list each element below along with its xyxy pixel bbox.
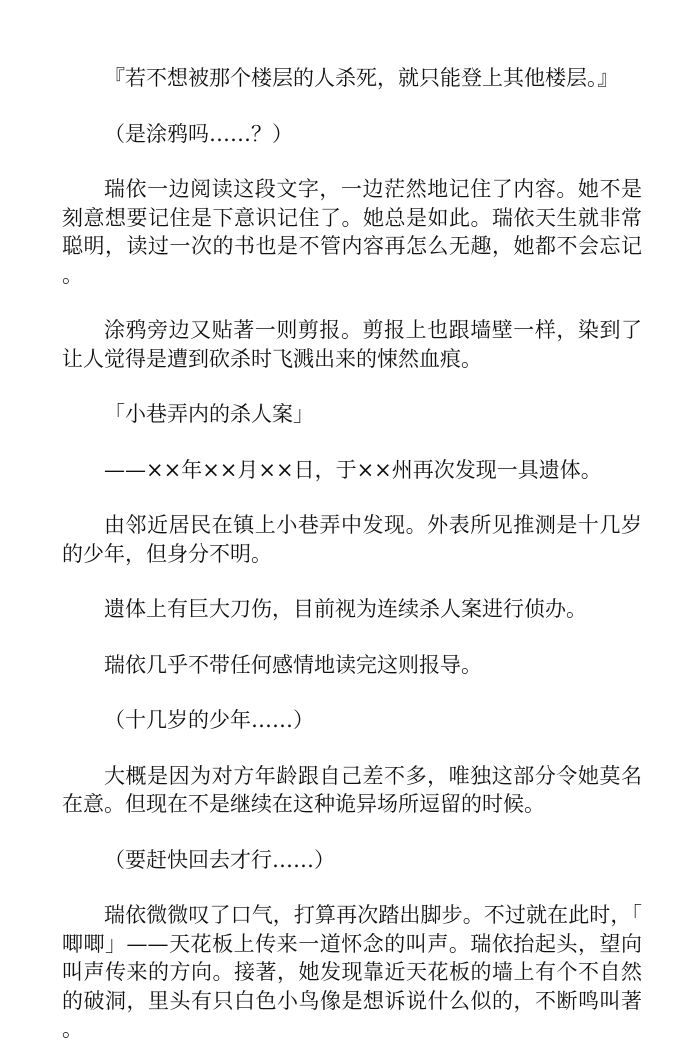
paragraph-read-report: 瑞依几乎不带任何感情地读完这则报导。 bbox=[104, 652, 482, 677]
paragraph-report-discovery: 由邻近居民在镇上小巷弄中发现。外表所见推测是十几岁的少年，但身分不明。 bbox=[62, 513, 642, 566]
paragraph-age-concern: 大概是因为对方年龄跟自己差不多，唯独这部分令她莫名在意。但现在不是继续在这种诡异场所逗留的时候。 bbox=[62, 763, 642, 816]
paragraph-thought-return: （要赶快回去才行……） bbox=[104, 847, 335, 872]
paragraph-bird: 瑞依微微叹了口气，打算再次踏出脚步。不过就在此时，「唧唧」——天花板上传来一道怀念的叫声。瑞依抬起头，望向叫声传来的方向。接著，她发现靠近天花板的墙上有个不自然的破洞，里头有只白色小鸟像是想诉说什么似的，不断鸣叫著。 bbox=[62, 903, 642, 1041]
paragraph-clipping: 涂鸦旁边又贴著一则剪报。剪报上也跟墙壁一样，染到了让人觉得是遭到砍杀时飞溅出来的悚然血痕。 bbox=[62, 318, 642, 371]
page-body bbox=[62, 64, 642, 1044]
paragraph-graffiti-quote: 『若不想被那个楼层的人杀死，就只能登上其他楼层。』 bbox=[104, 66, 619, 90]
paragraph-memory: 瑞依一边阅读这段文字，一边茫然地记住了内容。她不是刻意想要记住是下意识记住了。她总是如此。瑞依天生就非常聪明，读过一次的书也是不管内容再怎么无趣，她都不会忘记。 bbox=[62, 177, 642, 287]
paragraph-thought-teen: （十几岁的少年……） bbox=[104, 708, 314, 732]
paragraph-report-date: ——××年××月××日，于××州再次发现一具遗体。 bbox=[104, 457, 602, 482]
paragraph-report-wound: 遗体上有巨大刀伤，目前视为连续杀人案进行侦办。 bbox=[104, 597, 587, 621]
paragraph-thought-graffiti: （是涂鸦吗……？） bbox=[104, 121, 293, 146]
paragraph-headline: 「小巷弄内的杀人案」 bbox=[104, 402, 314, 426]
